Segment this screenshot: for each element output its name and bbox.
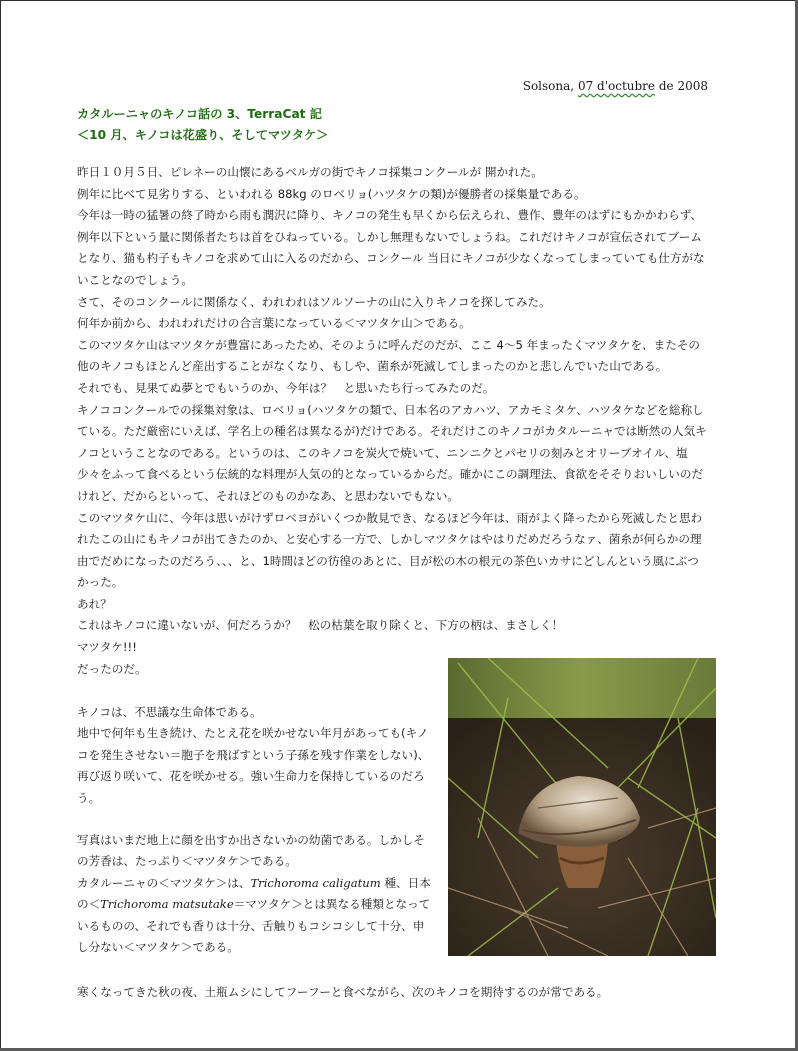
species-name: Trichoroma matsutake	[100, 897, 234, 912]
paragraph: さて、そのコンクールに関係なく、われわれはソルソーナの山に入りキノコを探してみた。	[77, 294, 551, 309]
paragraph: キノコは、不思議な生命体である。	[77, 705, 262, 719]
paragraph: 今年は一時の猛暑の終了時から雨も潤沢に降り、キノコの発生も早くから伝えられ、豊作、豊年のはずにもかかわらず、例年以下という量に関係者たちは首をひねっている。しかし無理もないでしょうね。これだけキノコが宣伝されてブームとなり、猫も杓子もキノコを求めて山に入るのだから、コンクール 当日にキノコが少なくなってしまっていても仕方がないことなのでしょう。	[77, 208, 705, 287]
title-line-1: カタルーニャのキノコ話の 3、TerraCat 記	[77, 107, 322, 121]
text-span: 種、日本の＜	[77, 875, 431, 912]
text-span: ＝マツタケ＞とは異なる種類となっているものの、それでも香りは十分、舌触りもコシコシして十分、申し分ない＜マツタケ＞である。	[77, 897, 431, 955]
paragraph: このマツタケ山に、今年は思いがけずロベヨがいくつか散見でき、なるほど今年は、雨がよく降ったから死滅したと思われたこの山にもキノコが出てきたのか、と安心する一方で、しかしマツタケはやはりだめだろうなァ、菌糸が何らかの理由でだめになったのだろう、、、と、1時間ほどの彷徨のあとに、目が松の木の根元の茶色いカサにどしんという風にぶつかった。	[77, 510, 703, 590]
text-span: カタルーニャの＜マツタケ＞は、	[77, 875, 251, 890]
paragraph: あれ？	[77, 596, 112, 611]
paragraph: このマツタケ山はマツタケが豊富にあったため、そのように呼んだのだが、ここ 4〜5 年まったくマツタケを、またその他のキノコもほとんど産出することがなくなり、もしや、菌糸が死滅してしまったのかと悲しんでいた山である。	[77, 337, 701, 374]
paragraph: これはキノコに違いないが、何だろうか？ 松の枯葉を取り除くと、下方の柄は、まさしく！	[77, 618, 564, 633]
paragraph: マツタケ!!!	[77, 640, 137, 655]
paragraph	[77, 873, 433, 959]
paragraph: 例年に比べて見劣りする、といわれる 88kg のロベリョ(ハツタケの類)が優勝者の採集量である。	[77, 186, 586, 201]
paragraph: キノココンクールでの採集対象は、ロベリョ(ハツタケの類で、日本名のアカハツ、アカモミタケ、ハツタケなどを総称している。ただ厳密にいえば、学名上の種名は異なるが)だけである。それだけこのキノコがカタルーニャでは断然の人気キノコということなのである。というのは、このキノコを炭火で焼いて、ニンニクとパセリの刻みとオリーブオイル、塩少々をふって食べるという伝統的な料理が人気の的となっているからだ。確かにこの調理法、食欲をそそりおいしいのだけれど、だからといって、それほどのものかなあ、と思わないでもない。	[77, 402, 707, 503]
document-title	[77, 104, 328, 146]
paragraph: 昨日１０月５日、ピレネーの山懐にあるベルガの街でキノコ採集コンクールが 開かれた。	[77, 165, 543, 179]
date-line	[523, 79, 708, 93]
paragraph: それでも、見果てぬ夢とでもいうのか、今年は？ と思いたち行ってみたのだ。	[77, 380, 495, 395]
photo-side-text	[77, 702, 433, 958]
paragraph: 地中で何年も生き続け、たとえ花を咲かせない年月があっても(キノコを発生させない＝胞子を飛ばすという子孫を残す作業をしない)、再び返り咲いて、花を咲かせる。強い生命力を保持しているのだろう。	[77, 726, 430, 805]
date-day: 07 d'octubre	[577, 79, 656, 93]
body-text	[77, 162, 709, 680]
title-line-2: ＜10 月、キノコは花盛り、そしてマツタケ＞	[77, 128, 329, 142]
mushroom-image	[448, 658, 716, 956]
paragraph: 写真はいまだ地上に顔を出すか出さないかの幼菌である。しかしその芳香は、たっぷり＜マツタケ＞である。	[77, 833, 425, 869]
paragraph: 何年か前から、われわれだけの合言葉になっている＜マツタケ山＞である。	[77, 316, 471, 331]
date-place: Solsona,	[522, 79, 575, 93]
closing-paragraph: 寒くなってきた秋の夜、土瓶ムシにしてフーフーと食べながら、次のキノコを期待するのが常である。	[77, 985, 609, 999]
date-year: de 2008	[658, 79, 708, 93]
mushroom-photo	[448, 658, 716, 956]
species-name: Trichoroma caligatum	[250, 875, 381, 890]
paragraph: だったのだ。	[77, 661, 147, 676]
